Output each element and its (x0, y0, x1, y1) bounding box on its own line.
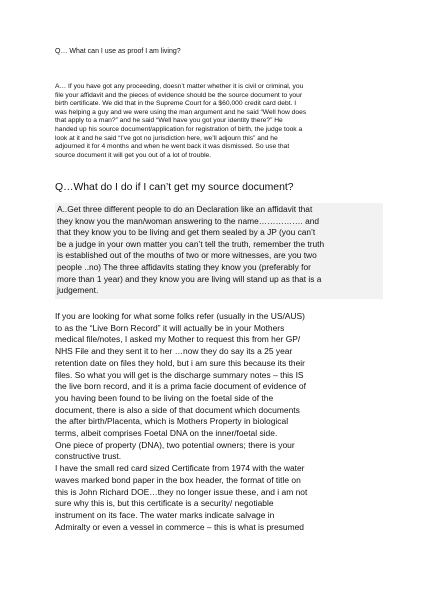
answer1-line: source document it will get you out of a lot of trouble. (55, 151, 212, 159)
body-line: One piece of property (DNA), two potential owners; there is your (55, 439, 295, 450)
answer1-line: adjourned it for 4 months and when he went back it was dismissed. So use that (55, 143, 290, 151)
body-line: If you are looking for what some folks refer (usually in the US/AUS) (55, 311, 305, 321)
answer2-line: they know you the man/woman answering to the name……………. and (57, 215, 320, 226)
answer1-line: handed up his source document/application for registration of birth, the judge took a (55, 125, 303, 133)
answer2-line: judgement. (57, 285, 99, 296)
body-line: you having been found to be living on the foetal side of the (55, 392, 274, 403)
answer2-line: is established out of the mouths of two or more witnesses, are you two (57, 250, 317, 261)
body-line: to as the “Live Born Record” it will actually be in your Mothers (55, 322, 285, 333)
answer-no-source-document (55, 203, 383, 299)
body-line: retention date on files they hold, but i am sure this because its their (55, 357, 305, 368)
answer1-line: was helping a guy and we were using the man argument and he said “Well how does (55, 108, 307, 116)
answer1-line: birth certificate. We did that in the Supreme Court for a $60,000 credit card debt. I (55, 100, 297, 108)
body-line: waves marked bond paper in the box header, the format of title on (55, 474, 301, 485)
body-line: I have the small red card sized Certificate from 1974 with the water (55, 463, 305, 474)
body-line: document, there is also a side of that document which documents (55, 404, 300, 415)
body-line: files. So what you will get is the discharge summary notes – this IS (55, 369, 304, 380)
answer2-line: that they know you to be living and get them sealed by a JP (you can’t (57, 227, 316, 238)
answer2-line: be a judge in your own matter you can’t tell the truth, remember the truth (57, 238, 325, 249)
answer2-line: more than 1 year) and they know you are living will stand up as that is a (57, 273, 322, 284)
body-line: constructive trust. (55, 451, 122, 462)
answer1-line: file your affidavit and the pieces of evidence should be the source document to your (55, 91, 303, 99)
question-no-source-document: Q…What do I do if I can’t get my source document? (55, 182, 294, 193)
body-line: the after birth/Placenta, which is Mothers Property in biological (55, 416, 289, 427)
body-line: medical file/notes, I asked my Mother to request this from her GP/ (55, 334, 301, 345)
body-line: sure why this is, but this certificate is a security/ negotiable (55, 498, 274, 509)
answer1-line: look at it and he said “I’ve got no jurisdiction here, we’ll adjourn this” and he (55, 134, 278, 142)
live-born-record-section (55, 311, 375, 533)
body-line: this is John Richard DOE…they no longer issue these, and i am not (55, 486, 308, 497)
body-line: the live born record, and it is a prima facie document of evidence of (55, 381, 306, 392)
answer-proof-of-living (55, 83, 385, 160)
body-line: NHS File and they sent it to her …now they do say its a 25 year (55, 346, 293, 357)
answer2-line: A..Get three different people to do an Declaration like an affidavit that (57, 204, 313, 214)
answer2-line: people ..no) The three affidavits stating they know you (preferably for (57, 261, 311, 272)
question-proof-of-living: Q… What can I use as proof I am living? (55, 48, 181, 55)
body-line: terms, albeit comprises Foetal DNA on the inner/foetal side. (55, 428, 278, 439)
answer1-line: that apply to a man?” and he said “Well have you got your identity there?” He (55, 117, 283, 125)
body-line: instrument on its face. The water marks indicate salvage in (55, 509, 275, 520)
body-line: Admiralty or even a vessel in commerce – this is what is presumed (55, 521, 305, 532)
answer1-line: A… If you have got any proceeding, doesn’t matter whether it is civil or criminal, you (55, 83, 304, 90)
